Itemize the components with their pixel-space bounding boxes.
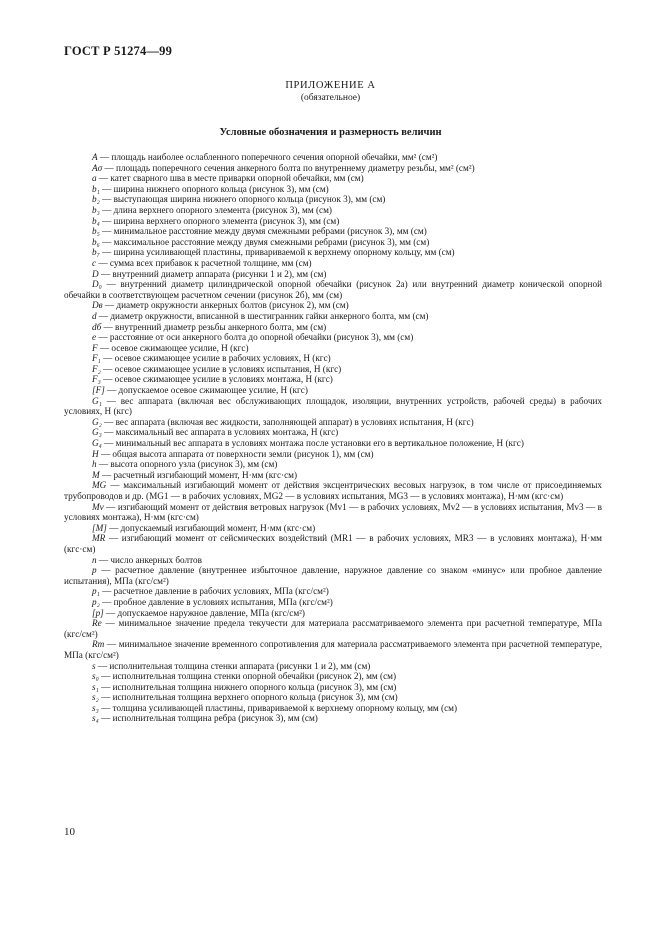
definition-symbol: s₀ [92,671,99,682]
definition-item [64,237,602,248]
definition-item [64,311,602,322]
definition-symbol: h [92,459,97,470]
definition-symbol: p₁ [92,586,100,597]
definition-text: — расчетное давление в рабочих условиях, МПа (кгс/см²) [99,586,329,597]
definition-text: — выступающая ширина нижнего опорного кольца (рисунок 3), мм (см) [99,194,386,205]
definition-item [64,322,602,333]
definition-item [64,385,602,396]
definition-item [64,173,602,184]
definition-text: — исполнительная толщина стенки опорной обечайки (рисунок 2), мм (см) [98,671,397,682]
definition-item [64,565,602,586]
definition-item [64,523,602,534]
definition-text: — пробное давление в условиях испытания, МПа (кгс/см²) [99,596,333,607]
definition-item [64,618,602,639]
annex-status: (обязательное) [300,93,361,103]
definition-symbol: [M] [92,522,107,533]
annex-title: ПРИЛОЖЕНИЕ А [285,80,376,91]
definition-item [64,269,602,280]
definition-symbol: [F] [92,385,105,396]
definition-text: — изгибающий момент от сейсмических воздействий (MR1 — в рабочих условиях, MR3 — в условиях монтажа), Н·мм (кгс·см) [64,533,602,554]
definition-item [64,152,602,163]
definition-text: — расстояние от оси анкерного болта до опорной обечайки (рисунок 3), мм (см) [96,332,414,343]
definition-symbol: [p] [92,607,104,618]
definition-item [64,586,602,597]
definition-text: — расчетное давление (внутреннее избыточное давление, наружное давление со знаком «минус» или пробное давление испытания), МПа (кгс/см²) [64,565,602,586]
definition-symbol: MR [92,533,106,544]
definition-item [64,533,602,554]
definition-item [64,374,602,385]
definition-text: — максимальное расстояние между двумя смежными ребрами (рисунок 3), мм (см) [99,236,430,247]
definition-item [64,713,602,724]
definition-symbol: e [92,332,97,343]
definition-item [64,332,602,343]
definition-symbol: A [92,152,98,162]
definition-item [64,300,602,311]
definition-text: — осевое сжимающее усилие, Н (кгс) [97,342,249,353]
definition-item [64,459,602,470]
definition-symbol: G₄ [92,438,102,449]
definition-symbol: a [92,173,97,184]
definition-text: — минимальный вес аппарата в условиях монтажа после установки его в вертикальное положение, Н (кгс) [101,438,524,449]
definition-item [64,279,602,300]
definition-item [64,417,602,428]
definition-symbol: Mv [92,501,104,512]
definition-text: — ширина усиливающей пластины, привариваемой к верхнему опорному кольцу, мм (см) [99,247,455,258]
definition-symbol: s₄ [92,713,99,724]
definition-item [64,597,602,608]
definition-text: — исполнительная толщина нижнего опорного кольца (рисунок 3), мм (см) [98,681,397,692]
definition-symbol: b₃ [92,204,100,215]
definition-symbol: M [92,469,100,480]
definition-item [64,449,602,460]
definition-symbol: b₂ [92,194,100,205]
definition-symbol: G₃ [92,427,102,438]
definition-item [64,470,602,481]
definition-text: — длина верхнего опорного элемента (рисунок 3), мм (см) [99,204,332,215]
page-number: 10 [64,826,75,838]
definition-text: — ширина верхнего опорного элемента (рисунок 3), мм (см) [99,215,340,226]
definition-item [64,682,602,693]
definition-text: — общая высота аппарата от поверхности земли (рисунок 1), мм (см) [98,448,374,459]
definition-item [64,194,602,205]
definition-symbol: F₁ [92,353,101,364]
definition-text: — осевое сжимающее усилие в рабочих условиях, Н (кгс) [100,353,331,364]
definition-item [64,438,602,449]
definition-text: — исполнительная толщина ребра (рисунок 3), мм (см) [98,713,318,724]
definition-item [64,247,602,258]
definition-symbol: b₁ [92,183,100,194]
definition-symbol: c [92,257,97,268]
definition-text: — минимальное расстояние между двумя смежными ребрами (рисунок 3), мм (см) [99,226,427,237]
definition-text: — площадь наиболее ослабленного поперечного сечения опорной обечайки, мм² (см²) [97,152,438,162]
definition-item [64,184,602,195]
definition-symbol: H [92,448,99,459]
definition-text: — осевое сжимающее усилие в условиях монтажа, Н (кгс) [100,374,333,385]
definition-item [64,396,602,417]
definition-item [64,480,602,501]
definition-symbol: F₃ [92,374,101,385]
definition-text: — минимальное значение предела текучести для материала рассматриваемого элемента при расчетной температуре, МПа (кгс/см²) [64,618,602,639]
definition-text: — максимальный вес аппарата в условиях монтажа, Н (кгс) [101,427,339,438]
definition-text: — вес аппарата (включая вес жидкости, заполняющей аппарат) в условиях испытания, Н (кгс) [101,416,474,427]
definition-symbol: Rm [92,639,105,650]
definition-symbol: G₂ [92,416,102,427]
definition-text: — исполнительная толщина стенки аппарата (рисунки 1 и 2), мм (см) [95,660,371,671]
definition-symbol: D [92,268,99,279]
definition-text: — осевое сжимающее усилие в условиях испытания, Н (кгс) [100,363,342,374]
definition-symbol: dб [92,321,102,332]
definition-text: — внутренний диаметр цилиндрической опорной обечайки (рисунок 2а) или внутренний диаметр конической опорной обечайки в соответствующем расчетном сечении (рисунок 2б), мм (см) [64,279,602,300]
definition-item [64,258,602,269]
definition-text: — ширина нижнего опорного кольца (рисунок 3), мм (см) [99,183,329,194]
definition-text: — внутренний диаметр резьбы анкерного болта, мм (см) [101,321,327,332]
definition-symbol: b₆ [92,236,100,247]
definition-symbol: s [92,660,96,671]
definition-symbol: b₄ [92,215,100,226]
definition-item [64,555,602,566]
section-title: Условные обозначения и размерность величин [219,127,442,138]
definition-symbol: b₇ [92,247,100,258]
definition-item [64,163,602,174]
definition-symbol: Dв [92,300,103,311]
definition-text: — число анкерных болтов [96,554,202,565]
definition-text: — диаметр окружности, вписанной в шестигранник гайки анкерного болта, мм (см) [96,310,429,321]
definition-text: — исполнительная толщина верхнего опорного кольца (рисунок 3), мм (см) [98,692,398,703]
definition-item [64,692,602,703]
definition-item [64,226,602,237]
definition-text: — толщина усиливающей пластины, привариваемой к верхнему опорному кольцу, мм (см) [98,702,458,713]
definition-item [64,364,602,375]
definition-item [64,608,602,619]
definition-item [64,671,602,682]
definition-item [64,205,602,216]
document-header: ГОСТ Р 51274—99 [64,44,173,58]
definition-text: — сумма всех прибавок к расчетной толщине, мм (см) [96,257,312,268]
definition-item [64,216,602,227]
definition-symbol: F₂ [92,363,101,374]
definition-symbol: b₅ [92,226,100,237]
definition-symbol: G₁ [92,395,102,406]
definition-symbol: Re [92,618,102,629]
definition-symbol: s₃ [92,702,99,713]
definition-text: — вес аппарата (включая вес обслуживающих площадок, изоляции, внутренних устройств, рабочей среды) в рабочих условиях, Н (кгс) [64,395,602,417]
definition-symbol: n [92,554,97,565]
definition-item [64,427,602,438]
definition-symbol: p [92,565,97,576]
definition-item [64,502,602,523]
definition-symbol: Aσ [92,162,103,173]
definition-symbol: p₂ [92,596,100,607]
definition-text: — площадь поперечного сечения анкерного болта по внутреннему диаметру резьбы, мм² (см²) [102,162,475,173]
definition-text: — высота опорного узла (рисунок 3), мм (см) [96,459,278,470]
definition-symbol: s₁ [92,681,99,692]
definition-symbol: D₀ [92,279,102,290]
definition-text: — допускаемый изгибающий момент, Н·мм (кгс·см) [106,522,316,533]
definition-text: — максимальный изгибающий момент от действия эксцентрических весовых нагрузок, в том числе от присоединяемых трубопроводов и др. (MG1 — в рабочих условиях, MG2 — в условиях испытания, MG3 — в условиях монтажа), Н·мм (кгс·см) [64,480,602,501]
definition-symbol: d [92,310,97,321]
definition-item [64,703,602,714]
definition-item [64,343,602,354]
definition-text: — изгибающий момент от действия ветровых нагрузок (Mv1 — в рабочих условиях, Mv2 — в условиях испытания, Mv3 — в условиях монтажа), Н·мм (кгс·см) [64,501,602,523]
definition-symbol: s₂ [92,692,99,703]
definition-text: — диаметр окружности анкерных болтов (рисунок 2), мм (см) [102,300,349,311]
definition-text: — расчетный изгибающий момент, Н·мм (кгс·см) [99,469,298,480]
definition-text: — катет сварного шва в месте приварки опорной обечайки, мм (см) [96,173,364,184]
definition-text: — внутренний диаметр аппарата (рисунки 1 и 2), мм (см) [98,268,327,279]
definition-text: — допускаемое наружное давление, МПа (кгс/см²) [103,607,305,618]
definition-symbol: MG [92,480,107,491]
definition-item [64,353,602,364]
definitions-list [64,152,602,724]
definition-item [64,661,602,672]
definition-text: — минимальное значение временного сопротивления для материала рассматриваемого элемента при расчетной температуре, МПа (кгс/см²) [64,639,602,660]
definition-item [64,639,602,660]
definition-symbol: F [92,342,98,353]
definition-text: — допускаемое осевое сжимающее усилие, Н (кгс) [104,385,308,396]
